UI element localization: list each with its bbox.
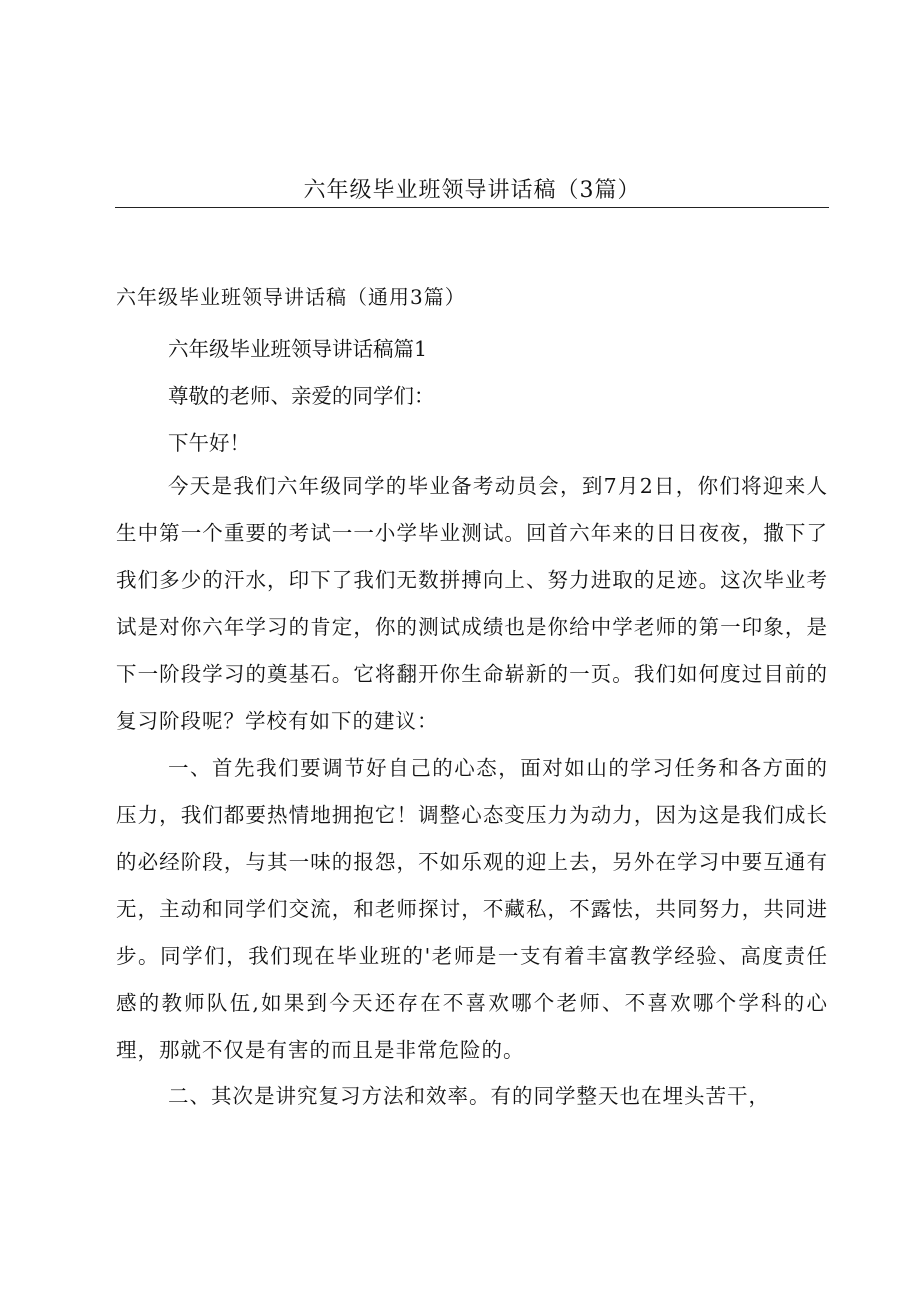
- greeting: 下午好！: [168, 431, 250, 455]
- section-heading: 六年级毕业班领导讲话稿篇1: [168, 337, 428, 361]
- paragraph-1: 今天是我们六年级同学的毕业备考动员会，到7月2日，你们将迎来人生中第一个重要的考试一一小学毕业测试。回首六年来的日日夜夜，撒下了我们多少的汗水，印下了我们无数拼搏向上、努力进取的足迹。这次毕业考试是对你六年学习的肯定，你的测试成绩也是你给中学老师的第一印象，是下一阶段学习的奠基石。它将翻开你生命崭新的一页。我们如何度过目前的复习阶段呢？学校有如下的建议：: [116, 474, 828, 733]
- document-title: 六年级毕业班领导讲话稿（3篇）: [303, 178, 641, 203]
- paragraph-2: 一、首先我们要调节好自己的心态，面对如山的学习任务和各方面的压力，我们都要热情地拥抱它！调整心态变压力为动力，因为这是我们成长的必经阶段，与其一味的报怨，不如乐观的迎上去，另外在学习中要互通有无，主动和同学们交流，和老师探讨，不藏私，不露怯，共同努力，共同进步。同学们，我们现在毕业班的'老师是一支有着丰富教学经验、高度责任感的教师队伍,如果到今天还存在不喜欢哪个老师、不喜欢哪个学科的心理，那就不仅是有害的而且是非常危险的。: [116, 756, 828, 1062]
- salutation: 尊敬的老师、亲爱的同学们：: [168, 384, 435, 408]
- paragraph-3: 二、其次是讲究复习方法和效率。有的同学整天也在埋头苦干，: [168, 1084, 770, 1108]
- document-subtitle: 六年级毕业班领导讲话稿（通用3篇）: [116, 285, 466, 309]
- title-underline: [115, 207, 829, 208]
